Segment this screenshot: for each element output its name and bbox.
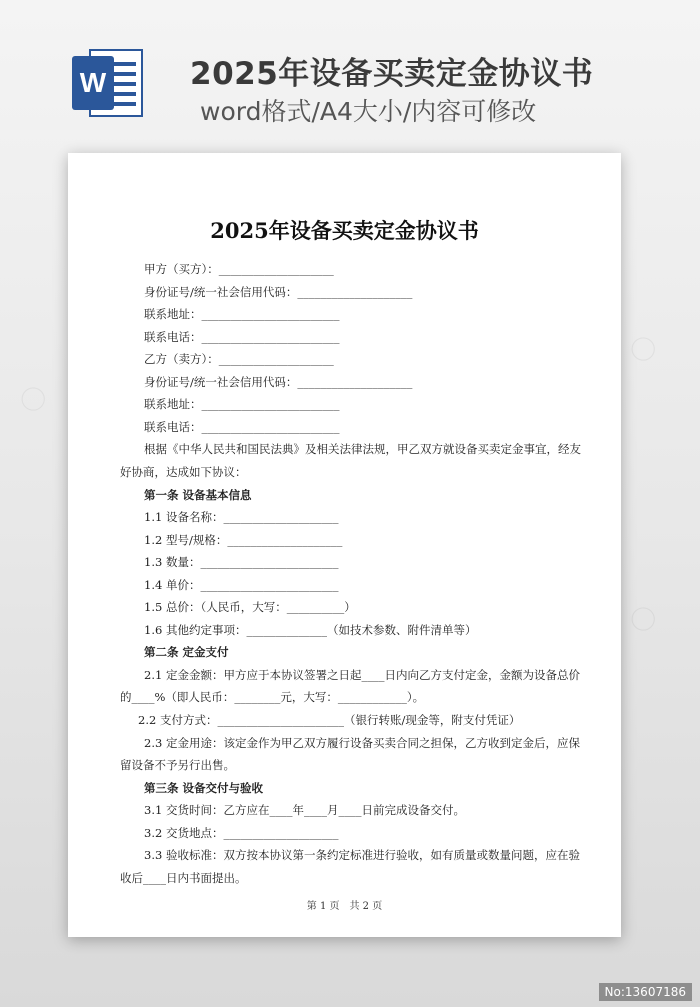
document-line: 2.3 定金用途：该定金作为甲乙双方履行设备买卖合同之担保，乙方收到定金后，应保 [144, 735, 580, 750]
watermark: 〇 [625, 331, 663, 370]
document-line: 乙方（卖方）：____________________ [144, 352, 334, 367]
document-title: 2025年设备买卖定金协议书 [210, 218, 479, 243]
word-icon [68, 42, 150, 124]
document-line: 1.4 单价：________________________ [144, 577, 339, 592]
document-line: 甲方（买方）：____________________ [144, 262, 334, 276]
document-line: 2.2 支付方式：______________________（银行转账/现金等，附支付凭证） [138, 713, 521, 727]
section-heading: 第二条 定金支付 [144, 645, 229, 660]
document-line: 2.1 定金金额：甲方应于本协议签署之日起____日内向乙方支付定金，金额为设备总价 [144, 667, 580, 682]
document-line: 1.6 其他约定事项：______________（如技术参数、附件清单等） [144, 622, 477, 637]
document-line: 身份证号/统一社会信用代码：____________________ [144, 284, 413, 299]
document-line: 的____%（即人民币：________元，大写：____________）。 [120, 690, 425, 705]
document-line: 1.1 设备名称：____________________ [144, 510, 339, 525]
section-heading: 第三条 设备交付与验收 [144, 780, 264, 795]
document-line: 1.5 总价：（人民币，大写：__________） [144, 600, 356, 615]
document-line: 联系电话：________________________ [144, 329, 340, 344]
section-heading: 第一条 设备基本信息 [144, 487, 252, 502]
document-line: 身份证号/统一社会信用代码：____________________ [144, 374, 413, 389]
document-line: 联系电话：________________________ [144, 419, 340, 434]
banner-title: 2025年设备买卖定金协议书 [190, 56, 594, 92]
banner [0, 0, 700, 140]
banner-subtitle: word格式/A4大小/内容可修改 [200, 97, 537, 126]
image-id-label: No:13607186 [599, 983, 692, 1001]
document-line: 3.3 验收标准：双方按本协议第一条约定标准进行验收，如有质量或数量问题，应在验 [144, 848, 580, 863]
document-line: 收后____日内书面提出。 [120, 870, 247, 885]
page-number: 第 1 页 共 2 页 [306, 901, 383, 912]
word-icon-letter: W [79, 67, 107, 98]
document-line: 3.1 交货时间：乙方应在____年____月____日前完成设备交付。 [144, 803, 465, 818]
document-line: 3.2 交货地点：____________________ [144, 825, 339, 840]
document-line: 好协商，达成如下协议： [120, 464, 247, 479]
document-line: 1.2 型号/规格：____________________ [144, 532, 343, 547]
document-line: 根据《中华人民共和国民法典》及相关法律法规，甲乙双方就设备买卖定金事宜，经友 [144, 442, 581, 457]
document-line: 联系地址：________________________ [144, 307, 340, 322]
watermark: 〇 [625, 601, 663, 640]
document-line: 1.3 数量：________________________ [144, 555, 339, 570]
document-page [68, 153, 621, 937]
watermark: 〇 [15, 381, 53, 420]
document-line: 留设备不予另行出售。 [120, 758, 235, 773]
document-line: 联系地址：________________________ [144, 397, 340, 412]
